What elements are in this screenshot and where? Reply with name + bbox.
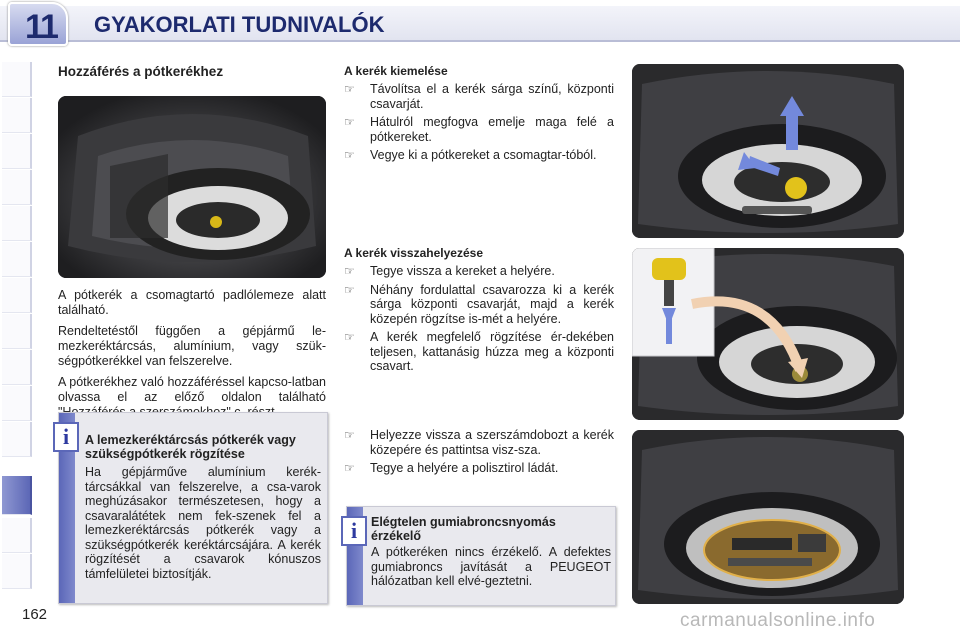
rail-tab[interactable]	[2, 206, 32, 241]
rail-tab[interactable]	[2, 554, 32, 589]
hand-pointer-icon: ☞	[344, 461, 355, 475]
rail-tab[interactable]	[2, 314, 32, 349]
info-title: Elégtelen gumiabroncsnyomás érzékelő	[371, 515, 556, 543]
chapter-number: 11	[25, 8, 57, 46]
trunk-floor-photo	[58, 96, 326, 278]
rail-tab[interactable]	[2, 98, 32, 133]
info-title: A lemezkeréktárcsás pótkerék vagy szükségpótkerék rögzítése	[85, 433, 296, 461]
replace-wheel-photo	[632, 248, 904, 420]
hand-pointer-icon: ☞	[344, 148, 355, 162]
intro-paragraph: Rendeltetéstől függően a gépjármű le-mezkeréktárcsás, alumínium, vagy szük-ségpótkerékkel van felszerelve.	[58, 324, 326, 368]
lift-wheel-photo	[632, 64, 904, 238]
rail-tab[interactable]	[2, 134, 32, 169]
rail-tab[interactable]	[2, 170, 32, 205]
rail-tab[interactable]	[2, 278, 32, 313]
intro-text	[58, 288, 326, 426]
chapter-rail	[0, 62, 34, 582]
list-item: ☞ Néhány fordulattal csavarozza ki a kerék sárga központi csavarját, majd a kerék közepén rögzítse is-mét a helyére.	[344, 282, 614, 326]
page-number: 162	[22, 606, 48, 623]
replace-steps	[344, 264, 614, 378]
list-item: ☞ Hátulról megfogva emelje maga felé a pótkereket.	[344, 115, 614, 144]
list-item: ☞ A kerék megfelelő rögzítése ér-dekében teljesen, kattanásig húzza meg a központi csavart.	[344, 330, 614, 373]
rail-tab[interactable]	[2, 62, 32, 97]
final-steps	[344, 428, 614, 480]
lift-steps	[344, 82, 614, 167]
list-item: ☞ Vegye ki a pótkereket a csomagtar-tóból.	[344, 148, 597, 162]
list-item: ☞ Tegye vissza a kereket a helyére.	[344, 264, 555, 278]
rail-tab[interactable]	[2, 518, 32, 553]
rail-tab[interactable]	[2, 386, 32, 421]
hand-pointer-icon: ☞	[344, 428, 355, 442]
page-title: GYAKORLATI TUDNIVALÓK	[94, 12, 385, 37]
intro-paragraph: A pótkerék a csomagtartó padlólemeze alatt található.	[58, 288, 326, 317]
watermark: carmanualsonline.info	[680, 610, 876, 631]
info-text: A pótkeréken nincs érzékelő. A defektes gumiabroncs javítását a PEUGEOT hálózatban kell elvé-geztetni.	[371, 545, 611, 588]
page-header	[0, 0, 960, 44]
hand-pointer-icon: ☞	[344, 264, 355, 278]
info-box-wheel-fixing	[58, 412, 328, 604]
rail-tab[interactable]	[2, 422, 32, 457]
hand-pointer-icon: ☞	[344, 330, 355, 344]
section-title: Hozzáférés a pótkerékhez	[58, 64, 224, 79]
lift-title: A kerék kiemelése	[344, 64, 448, 78]
hand-pointer-icon: ☞	[344, 82, 355, 96]
rail-tab[interactable]	[2, 242, 32, 277]
info-text: Ha gépjárműve alumínium kerék-tárcsákkal van felszerelve, a csa-varok meghúzásakor természetesen, hogy a csavaralátétek nem fek-szenek fel a lemezkeréktárcsás pótkerék vagy a szükségpótkerék keréktárcsájára. A kerék rögzítését a csavarok kónuszos támfelületei biztosítják.	[85, 465, 321, 581]
chapter-tab	[8, 2, 68, 46]
info-icon: i	[53, 422, 79, 452]
intro-paragraph: A pótkerékhez való hozzáféréssel kapcso-latban olvassa el az előző oldalon található	[58, 375, 326, 404]
toolbox-photo	[632, 430, 904, 604]
info-box-pressure-sensor	[346, 506, 616, 606]
list-item: ☞ Távolítsa el a kerék sárga színű, központi csavarját.	[344, 82, 614, 111]
list-item: ☞ Tegye a helyére a polisztirol ládát.	[344, 461, 559, 475]
replace-title: A kerék visszahelyezése	[344, 246, 483, 260]
rail-tab[interactable]	[2, 350, 32, 385]
hand-pointer-icon: ☞	[344, 282, 355, 297]
hand-pointer-icon: ☞	[344, 115, 355, 129]
info-icon: i	[341, 516, 367, 546]
list-item: ☞ Helyezze vissza a szerszámdobozt a kerék közepére és pattintsa visz-sza.	[344, 428, 614, 457]
rail-tab-active[interactable]	[2, 476, 32, 515]
